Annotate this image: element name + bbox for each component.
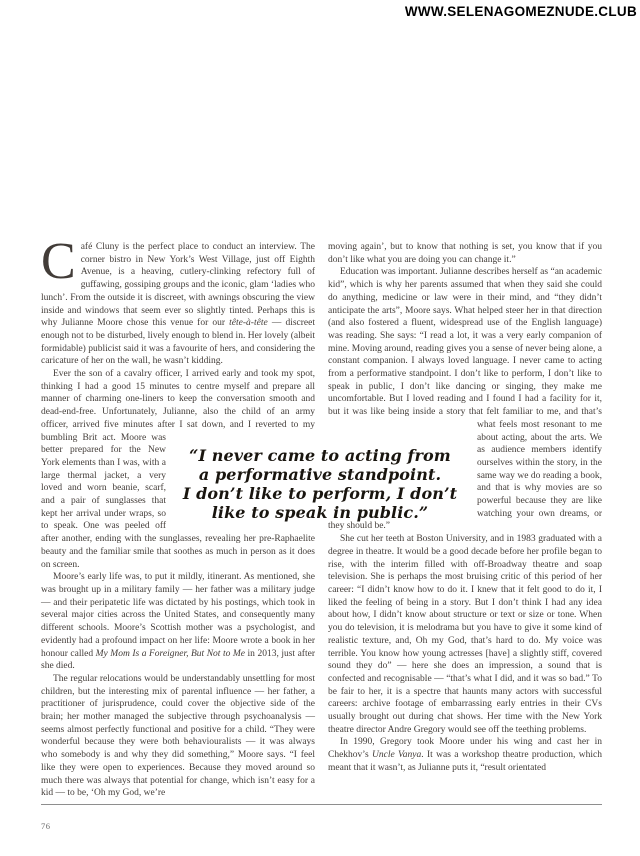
italic-phrase: tête-à-tête xyxy=(229,318,268,329)
paragraph-5: moving again’, but to know that nothing is set, you know that if you don’t like what you are doing you can change it.” xyxy=(328,242,602,265)
paragraph-text: afé Cluny is the perfect place to conduct an interview. The corner bistro in New York’s West Village, just off Eighth Avenue, is a heaving, cutlery-clinking refectory full of guffawing, gossiping groups and the iconic, glam ‘ladies who lunch’. From the outside it is discreet, with awnings obscuring the view inside and windows that seem ever so slightly tinted. Perhaps this is why Julianne Moore chose this venue for our xyxy=(41,242,315,329)
book-title: Uncle Vanya xyxy=(372,750,422,761)
paragraph-text: Education was important. Julianne describes herself as “an academic kid”, which is why her parents assumed that when they said she could do anything, medicine or law were in their mind, and “they didn’t anticipate the arts”, Moore says. What helped steer her in that direction (and also fostered a fluent, widespread use of the English language) was reading. She says: “I read a lot, it was a very early companion of mine. Moving around, reading gives you a sense of never being alone, a constant companion. I always loved language. I never came to acting from a performative standpoint. I don’t like to perform, I don’t like to speak in public, I don’t like dancing or singing, they make me uncomfortable. But I loved reading and I found I had a facility for it, but it was like being inside a story that felt familiar to me, and that’s what feels xyxy=(328,267,602,430)
pull-quote-line: “I never came to acting from xyxy=(189,446,451,465)
paragraph-text: to my bumbling Brit act. Moore was better prepared for the New York elements than I was, with a large thermal jacket, a very loved and worn beanie, scarf, and a pair of sunglasses that kept her arrival under wraps, so to speak. One was peeled off after another, ending with the sunglasses, revealing her pre-Raphaelite beauty and the familiar smile that soothes as much in person as it does on screen. xyxy=(41,419,315,570)
paragraph-text: most resonant to me about acting, about the arts. We as audience members identify ourselves within the story, in the same way we do reading a book, and that is why movies are so powerful because they are like watching your own dreams, or they should be.” xyxy=(328,419,603,532)
paragraph-4: The regular relocations would be understandably unsettling for most children, but the interesting mix of parental influence — her father, a practitioner of jurisprudence, could cover the objective side of the brain; her mother managed the subjective through psychoanalysis — seems almost perfectly functional and positive for a child. “They were wonderful because they were both behaviouralists — it was always who somebody is and why they did something,” Moore says. “I feel like they were open to experiences. Because they moved around so much there was always that potential for change, which isn’t easy for a kid — to be, ‘Oh my God, we’re xyxy=(41,673,315,799)
pull-quote xyxy=(150,446,490,522)
paragraph-1 xyxy=(41,233,315,368)
paragraph-text: Ever the son of a cavalry officer, I arrived early and took my spot, thinking I had a good 15 minutes to centre myself and prepare all manner of charming one-liners to keep the conversation smooth and dead-end-free. Unfortunately, Julianne, also the child of an army officer, arrived five minutes after I sat down, and I reverted xyxy=(41,369,315,430)
paragraph-3 xyxy=(41,571,315,673)
paragraph-7: She cut her teeth at Boston University, and in 1983 graduated with a degree in theatre. It would be a good decade before her profile began to rise, with the interim filled with off-Broadway theatre and soap television. She is perhaps the most bruising critic of this period of her career: “I didn’t know how to do it. I knew that it felt good to do it, I liked the feeling of being in a story. But I don’t think I had any idea about how, I didn’t know about structure or text or size or tone. When you do television, it is melodrama but you have to give it some kind of realistic texture, and, Oh my God, that’s hard to do. My voice was terrible. You know how young actresses [have] a slightly stiff, covered sound they do” — here she does an impression, a sound that is confected and recognisable — “that’s what I did, and it was so bad.” To be fair to her, it is a spectre that haunts many actors with successful careers: archive footage of embarrassing early entries in their CVs usually brought out during chat shows. Her time with the New York theatre director Andre Gregory would see off the teething problems. xyxy=(328,534,602,735)
drop-cap: C xyxy=(41,233,76,290)
paragraph-text: in 2013, just after she died. xyxy=(41,648,315,672)
pull-quote-line: a performative standpoint. xyxy=(198,465,442,484)
paragraph-text: . It was a workshop theatre production, which meant that it wasn’t, as Julianne puts it, “result orientated xyxy=(328,750,603,773)
paragraph-8 xyxy=(328,736,602,774)
book-title: My Mom Is a Foreigner, But Not to Me xyxy=(95,648,246,659)
footer-rule xyxy=(41,804,602,805)
paragraph-text: — discreet enough not to be disturbed, lively enough to blend in. Her lovely (albeit formidable) publicist said it was a favourite of hers, and considering the caricature of her on the wall, he wasn’t kidding. xyxy=(41,318,315,367)
pull-quote-line: like to speak in public.” xyxy=(211,503,429,522)
paragraph-text: Moore’s early life was, to put it mildly, itinerant. As mentioned, she was brought up in a military family — her father was a military judge — and their peripatetic life was dictated by his postings, which took in several major cities across the United States, and consequently many different schools. Moore’s Scottish mother was a psychologist, and evidently had a profound impact on her life: Moore wrote a book in her honour called xyxy=(41,572,315,659)
watermark-text: WWW.SELENAGOMEZNUDE.CLUB xyxy=(404,4,637,19)
paragraph-text: In 1990, Gregory took Moore under his wing and cast her in Chekhov’s xyxy=(328,737,602,761)
pull-quote-line: I don’t like to perform, I don’t xyxy=(182,484,458,503)
page-number: 76 xyxy=(41,821,51,831)
